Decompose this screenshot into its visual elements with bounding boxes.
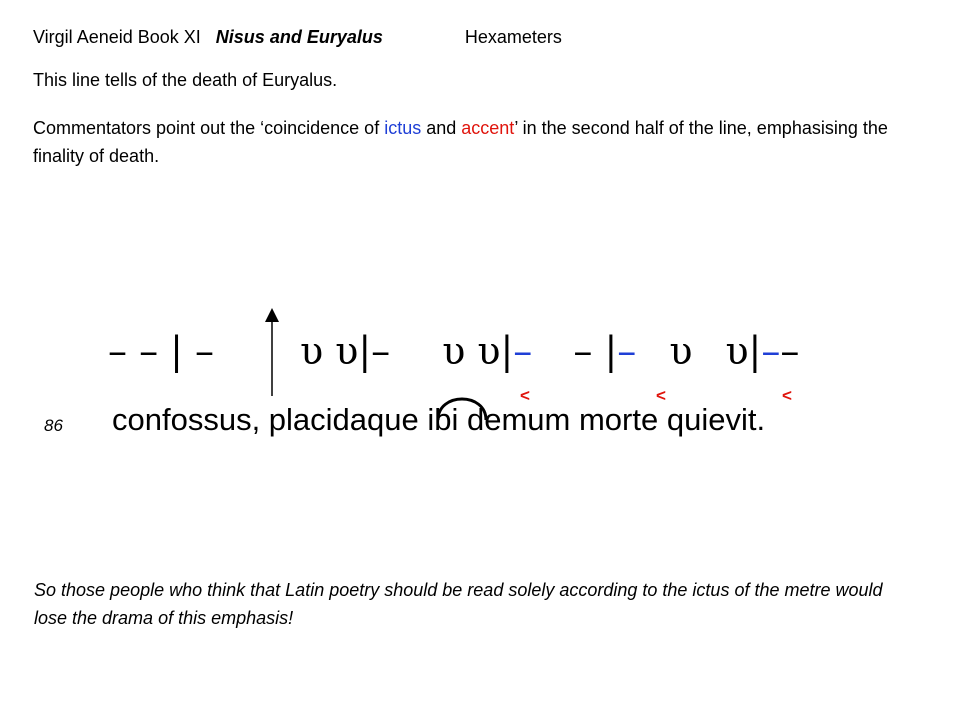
header-title: Nisus and Euryalus: [215, 27, 383, 47]
scansion-foot-3: υ υ|: [442, 329, 514, 373]
line-number: 86: [44, 416, 63, 435]
accent-marker-3: <: [782, 386, 792, 405]
scansion-ictus-4: –: [617, 329, 637, 373]
commentary-part3: ’ in the second half of the line, emphasising the finality of death.: [33, 118, 888, 166]
verse-line: confossus, placidaque ibi demum morte quievit.: [112, 402, 766, 437]
closing-note: So those people who think that Latin poetry should be read solely according to the ictus of the metre would lose the drama of this emphasis!: [34, 580, 883, 628]
accent-marker-2: <: [656, 386, 666, 405]
commentary-part1: Commentators point out the ‘coincidence of: [33, 118, 385, 138]
scansion-foot-1: – – | –: [108, 329, 215, 373]
scansion-foot-4: – |: [573, 329, 618, 373]
intro-text: This line tells of the death of Euryalus.: [33, 70, 338, 90]
scansion-foot-7: –: [780, 329, 800, 373]
scansion-foot-2: υ υ|–: [300, 329, 391, 373]
ictus-word: ictus: [384, 118, 422, 138]
commentary-part2: and: [421, 118, 462, 138]
scansion-foot-5: υ: [669, 329, 693, 373]
header-prefix: Virgil Aeneid Book XI: [33, 27, 201, 47]
accent-word: accent: [461, 118, 515, 138]
scansion-line: [108, 330, 799, 372]
scansion-ictus-6: –: [761, 329, 781, 373]
accent-marker-1: <: [520, 386, 530, 405]
commentary-text: [33, 114, 913, 170]
scansion-foot-6: υ|: [725, 329, 762, 373]
header-meter: Hexameters: [464, 27, 562, 47]
scansion-ictus-3: –: [513, 329, 533, 373]
slide-header: [33, 27, 562, 48]
